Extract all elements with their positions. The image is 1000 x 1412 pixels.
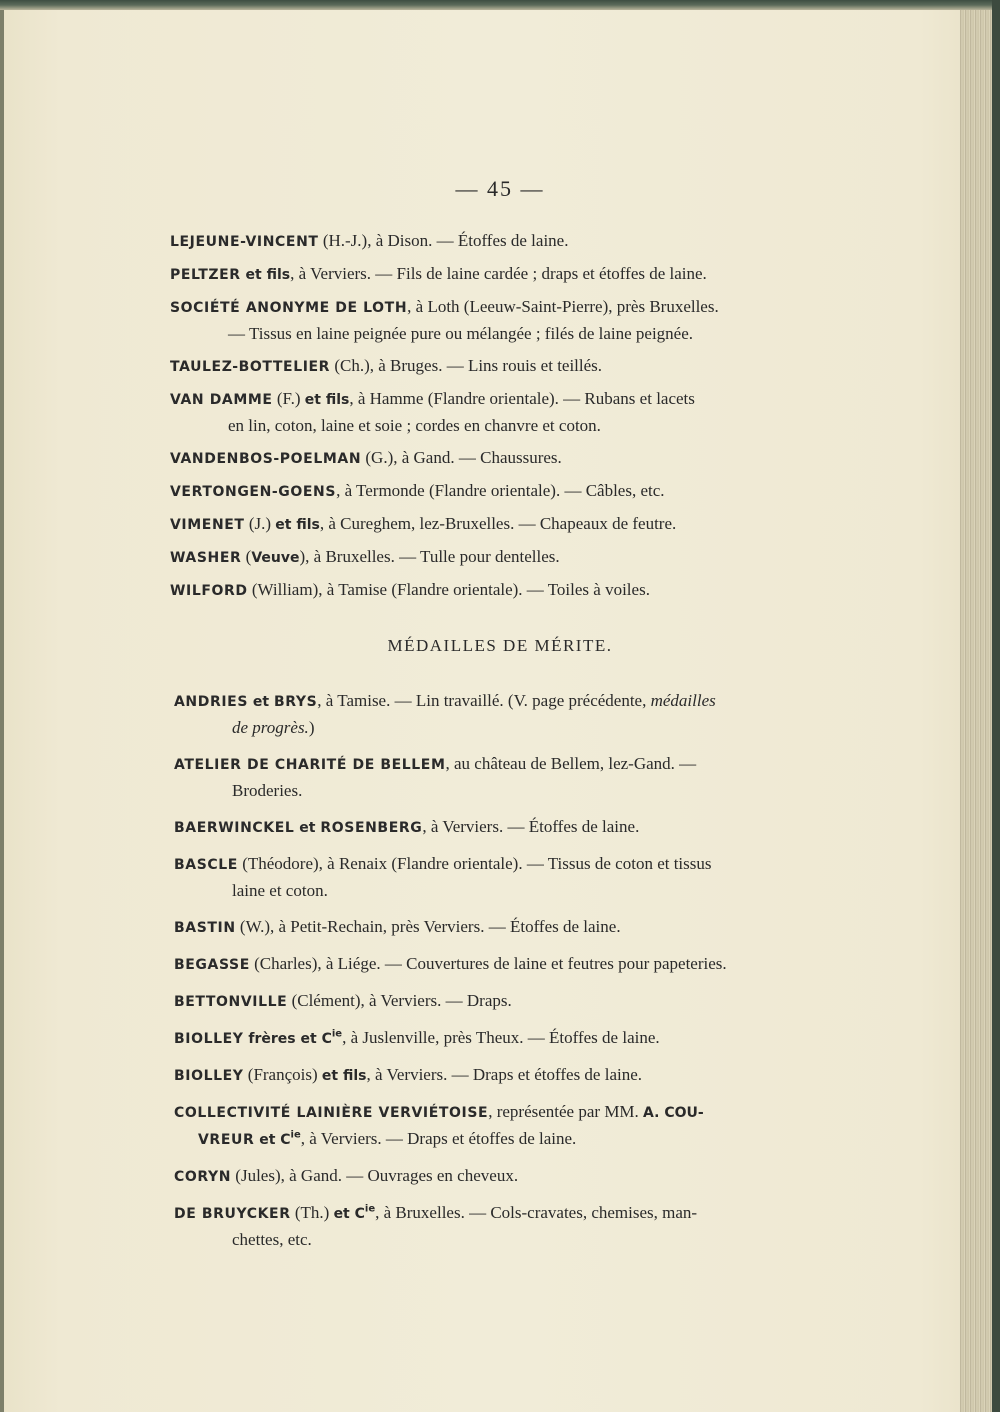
list-item: BETTONVILLE (Clément), à Verviers. — Draps. [174, 991, 512, 1010]
list-item: TAULEZ-BOTTELIER (Ch.), à Bruges. — Lins rouis et teillés. [170, 356, 603, 375]
list-item: VAN DAMME (F.) et fils, à Hamme (Flandre orientale). — Rubans et lacets en lin, coton, laine et soie ; cordes en chanvre et coton. [170, 389, 695, 435]
list-item: LEJEUNE-VINCENT (H.-J.), à Dison. — Étoffes de laine. [170, 231, 569, 250]
list-item: ATELIER DE CHARITÉ DE BELLEM, au château de Bellem, lez-Gand. — Broderies. [174, 754, 697, 800]
list-item: COLLECTIVITÉ LAINIÈRE VERVIÉTOISE, représentée par MM. A. COU- VREUR et $C^{ie}$, à Verviers. — Draps et étoffes de laine. [174, 1102, 704, 1148]
list-item: BASCLE (Théodore), à Renaix (Flandre orientale). — Tissus de coton et tissus laine et coton. [174, 854, 712, 900]
book-cover-edge [992, 0, 1000, 1412]
list-item: BIOLLEY (François) et fils, à Verviers. — Draps et étoffes de laine. [174, 1065, 643, 1084]
list-item: BIOLLEY frères et $C^{ie}$, à Juslenville, près Theux. — Étoffes de laine. [174, 1028, 660, 1047]
entries-bottom [174, 688, 824, 1263]
book-top-edge [0, 0, 1000, 10]
list-item: WILFORD (William), à Tamise (Flandre orientale). — Toiles à voiles. [170, 580, 650, 599]
book-left-edge [0, 10, 4, 1412]
list-item: SOCIÉTÉ ANONYME DE LOTH, à Loth (Leeuw-Saint-Pierre), près Bruxelles. — Tissus en laine peignée pure ou mélangée ; filés de laine peignée. [170, 297, 719, 343]
list-item: ANDRIES et BRYS, à Tamise. — Lin travaillé. (V. page précédente, médailles de progrès.) [174, 691, 716, 737]
list-item: VANDENBOS-POELMAN (G.), à Gand. — Chaussures. [170, 448, 562, 467]
list-item: BAERWINCKEL et ROSENBERG, à Verviers. — Étoffes de laine. [174, 817, 640, 836]
page-number: — 45 — [455, 176, 545, 201]
entries-top [170, 228, 820, 610]
list-item: DE BRUYCKER (Th.) et $C^{ie}$, à Bruxelles. — Cols-cravates, chemises, man- chettes, etc. [174, 1203, 698, 1249]
list-item: CORYN (Jules), à Gand. — Ouvrages en cheveux. [174, 1166, 519, 1185]
list-item: VIMENET (J.) et fils, à Cureghem, lez-Bruxelles. — Chapeaux de feutre. [170, 514, 677, 533]
list-item: VERTONGEN-GOENS, à Termonde (Flandre orientale). — Câbles, etc. [170, 481, 665, 500]
section-title: MÉDAILLES DE MÉRITE. [387, 636, 613, 655]
list-item: PELTZER et fils, à Verviers. — Fils de laine cardée ; draps et étoffes de laine. [170, 264, 707, 283]
list-item: BASTIN (W.), à Petit-Rechain, près Verviers. — Étoffes de laine. [174, 917, 621, 936]
list-item: WASHER (Veuve), à Bruxelles. — Tulle pour dentelles. [170, 547, 560, 566]
list-item: BEGASSE (Charles), à Liége. — Couvertures de laine et feutres pour papeteries. [174, 954, 727, 973]
